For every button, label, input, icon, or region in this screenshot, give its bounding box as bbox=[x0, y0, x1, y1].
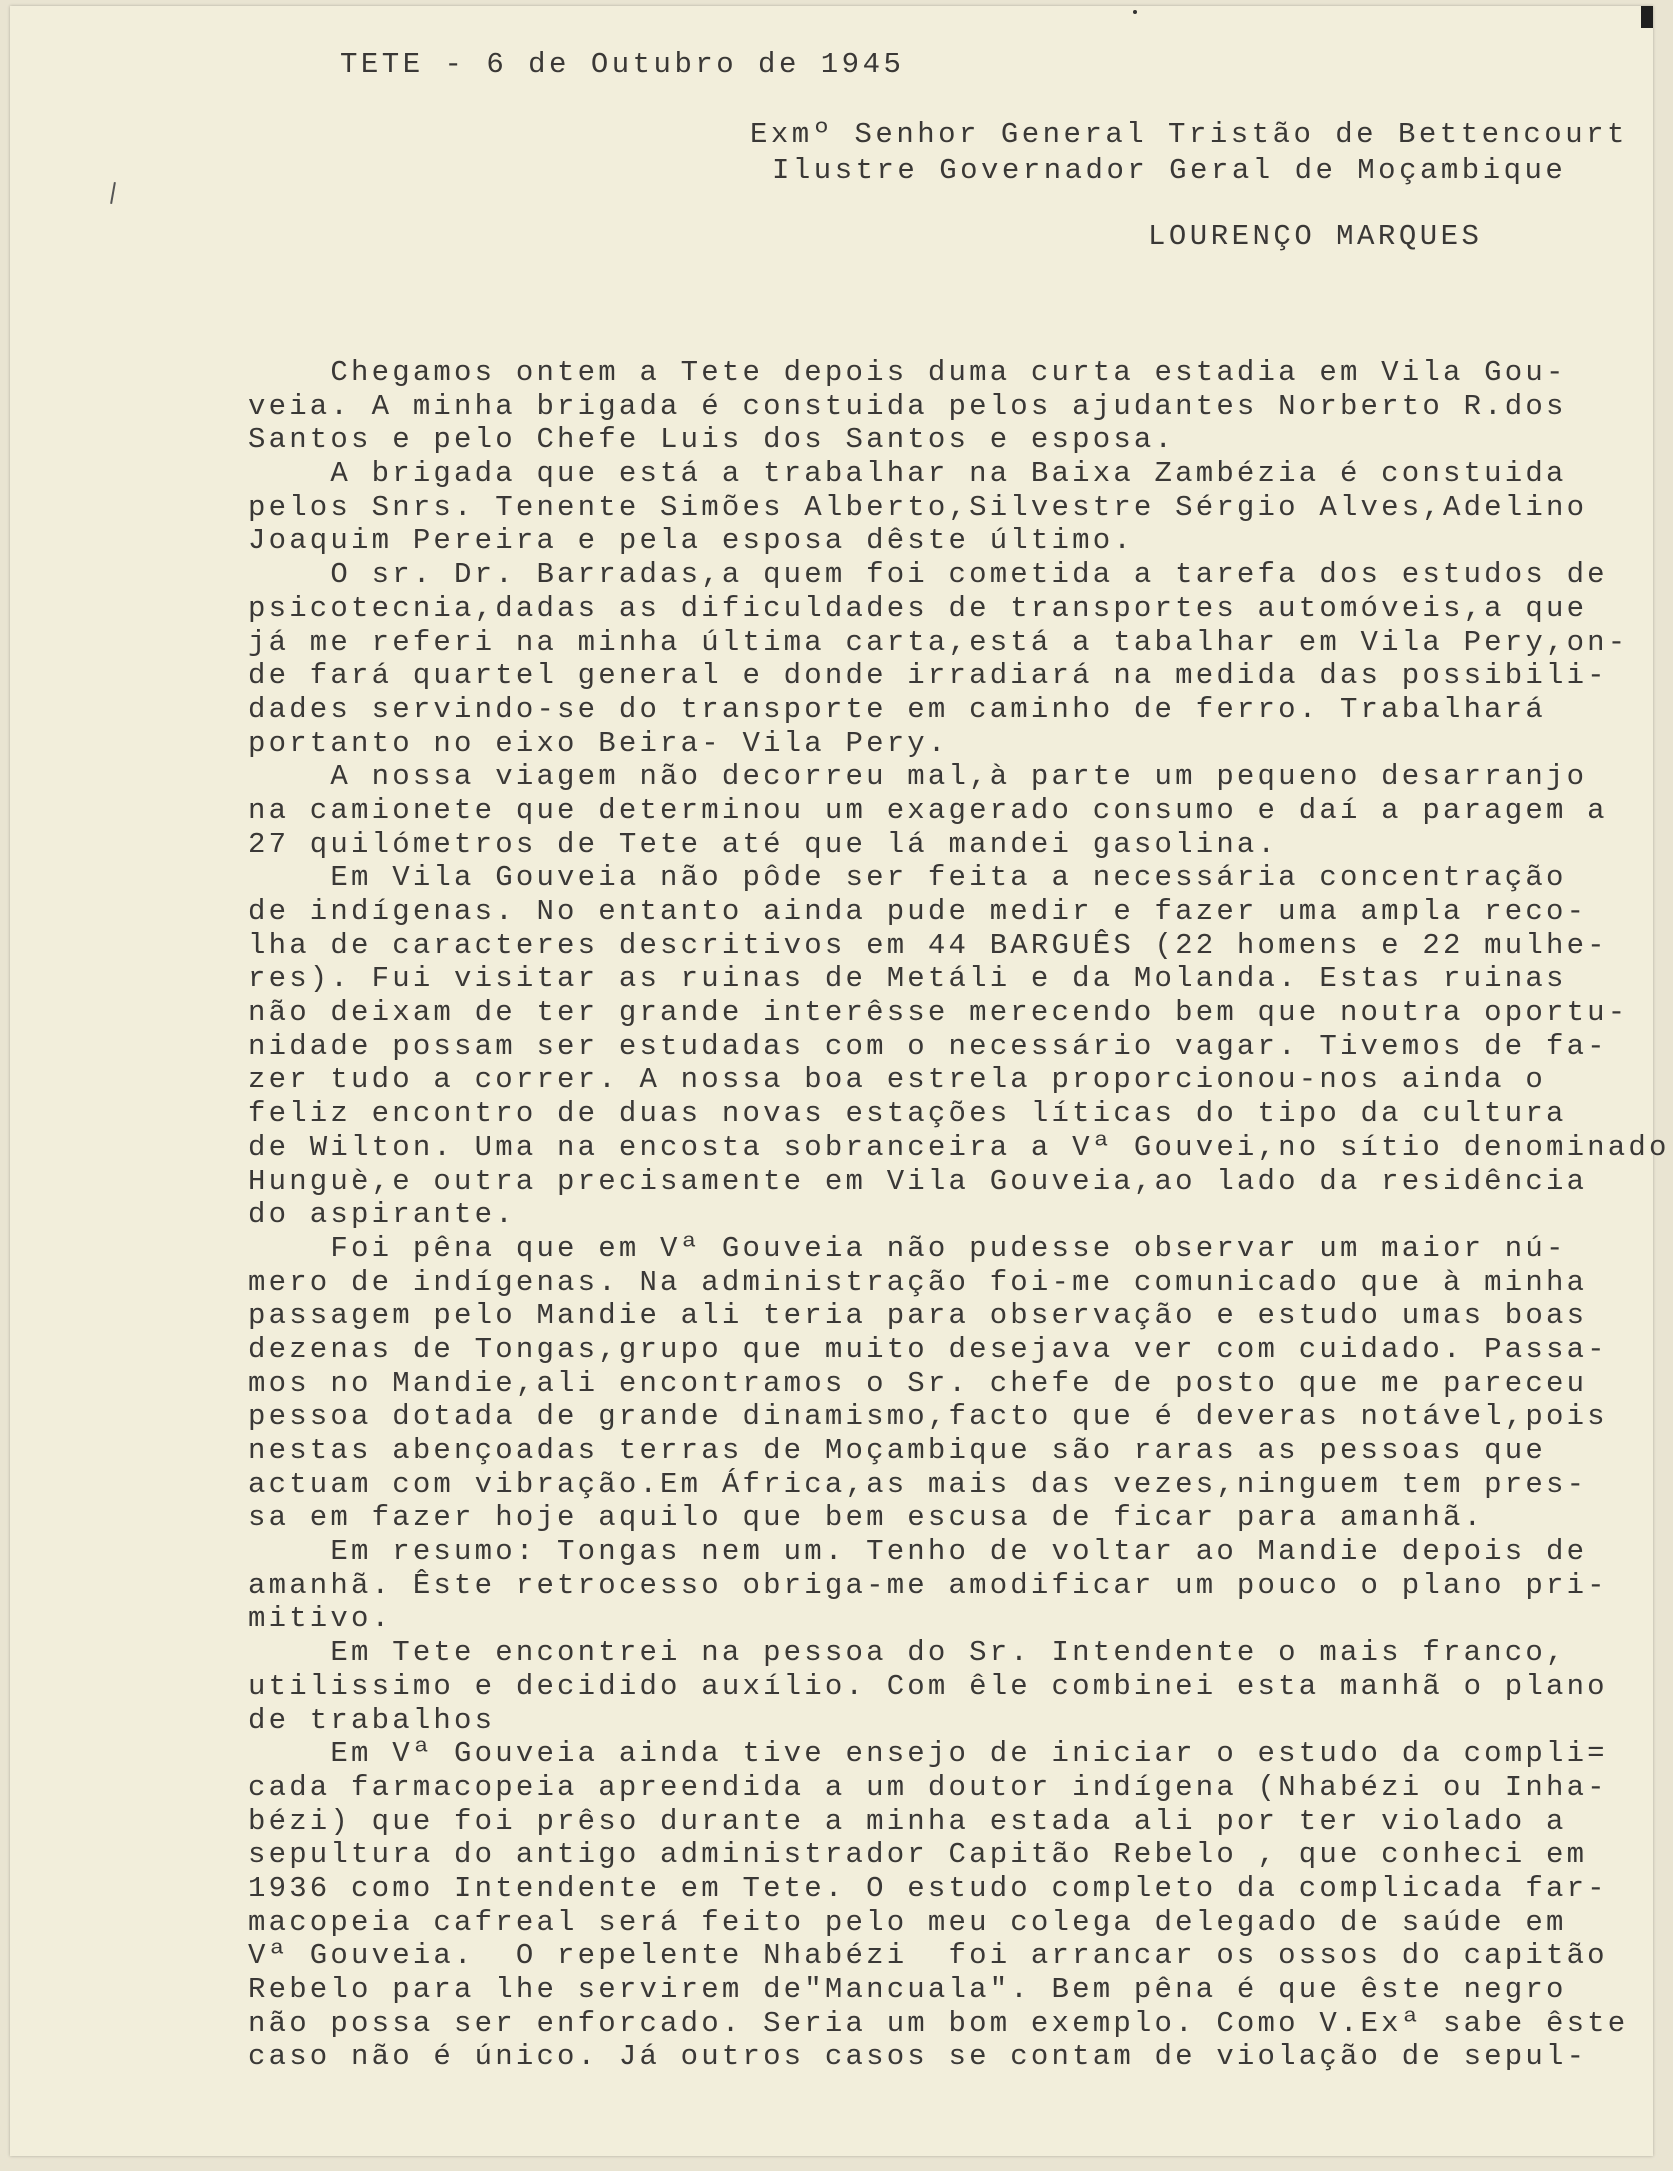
body-line: já me referi na minha última carta,está a tabalhar em Vila Pery,on- bbox=[248, 625, 1629, 659]
body-line: Foi pêna que em Vª Gouveia não pudesse observar um maior nú- bbox=[248, 1231, 1567, 1265]
body-line: sepultura do antigo administrador Capitão Rebelo , que conheci em bbox=[248, 1838, 1588, 1872]
ink-dot bbox=[1133, 10, 1137, 14]
body-line: não possa ser enforcado. Seria um bom exemplo. Como V.Exª sabe êste bbox=[248, 2006, 1629, 2040]
body-line: dades servindo-se do transporte em caminho de ferro. Trabalhará bbox=[248, 692, 1546, 726]
body-line: psicotecnia,dadas as dificuldades de transportes automóveis,a que bbox=[248, 591, 1588, 625]
body-line: mos no Mandie,ali encontramos o Sr. chefe de posto que me pareceu bbox=[248, 1366, 1588, 1400]
body-line: cada farmacopeia apreendida a um doutor indígena (Nhabézi ou Inha- bbox=[248, 1770, 1608, 1804]
margin-mark bbox=[110, 182, 116, 204]
body-line: pelos Snrs. Tenente Simões Alberto,Silvestre Sérgio Alves,Adelino bbox=[248, 490, 1588, 524]
addressee-line-1: Exmº Senhor General Tristão de Bettencourt bbox=[750, 118, 1628, 151]
body-line: caso não é único. Já outros casos se contam de violação de sepul- bbox=[248, 2040, 1588, 2074]
body-line: Rebelo para lhe servirem de"Mancuala". Bem pêna é que êste negro bbox=[248, 1973, 1567, 2006]
body-line: de Wilton. Uma na encosta sobranceira a Vª Gouvei,no sítio denominado bbox=[248, 1130, 1670, 1164]
body-line: macopeia cafreal será feito pelo meu colega delegado de saúde em bbox=[248, 1905, 1567, 1939]
body-line: passagem pelo Mandie ali teria para observação e estudo umas boas bbox=[248, 1299, 1588, 1333]
body-line: Joaquim Pereira e pela esposa dêste último. bbox=[248, 524, 1134, 558]
body-line: dezenas de Tongas,grupo que muito desejava ver com cuidado. Passa- bbox=[248, 1332, 1608, 1366]
body-line: Chegamos ontem a Tete depois duma curta estadia em Vila Gou- bbox=[248, 356, 1567, 389]
body-line: pessoa dotada de grande dinamismo,facto que é deveras notável,pois bbox=[248, 1400, 1608, 1434]
body-line: do aspirante. bbox=[248, 1198, 516, 1232]
body-line: A brigada que está a trabalhar na Baixa Zambézia é constuida bbox=[248, 457, 1567, 491]
body-line: 1936 como Intendente em Tete. O estudo completo da complicada far- bbox=[248, 1871, 1608, 1905]
body-line: lha de caracteres descritivos em 44 BARGUÊS (22 homens e 22 mulhe- bbox=[248, 928, 1608, 962]
body-line: mitivo. bbox=[248, 1602, 393, 1636]
binder-edge bbox=[1641, 6, 1653, 28]
body-line: zer tudo a correr. A nossa boa estrela proporcionou-nos ainda o bbox=[248, 1063, 1546, 1097]
addressee-line-2: Ilustre Governador Geral de Moçambique bbox=[772, 154, 1567, 187]
body-line: nidade possam ser estudadas com o necessário vagar. Tivemos de fa- bbox=[248, 1029, 1608, 1063]
date-line: TETE - 6 de Outubro de 1945 bbox=[340, 48, 905, 81]
body-line: Em resumo: Tongas nem um. Tenho de voltar ao Mandie depois de bbox=[248, 1535, 1588, 1569]
body-line: amanhã. Êste retrocesso obriga-me amodificar um pouco o plano pri- bbox=[248, 1568, 1608, 1602]
letter-page bbox=[10, 6, 1670, 2156]
body-line: bézi) que foi prêso durante a minha estada ali por ter violado a bbox=[248, 1804, 1567, 1838]
body-line: utilissimo e decidido auxílio. Com êle combinei esta manhã o plano bbox=[248, 1669, 1608, 1703]
body-line: portanto no eixo Beira- Vila Pery. bbox=[248, 726, 949, 760]
body-line: mero de indígenas. Na administração foi-me comunicado que à minha bbox=[248, 1265, 1588, 1299]
body-line: Hunguè,e outra precisamente em Vila Gouveia,ao lado da residência bbox=[248, 1164, 1588, 1198]
body-line: feliz encontro de duas novas estações líticas do tipo da cultura bbox=[248, 1097, 1567, 1131]
body-line: Em Tete encontrei na pessoa do Sr. Intendente o mais franco, bbox=[248, 1636, 1567, 1670]
body-line: Vª Gouveia. O repelente Nhabézi foi arrancar os ossos do capitão bbox=[248, 1939, 1608, 1973]
body-line: nestas abençoadas terras de Moçambique são raras as pessoas que bbox=[248, 1434, 1546, 1467]
addressee-city: LOURENÇO MARQUES bbox=[1148, 220, 1483, 253]
body-line: Em Vª Gouveia ainda tive ensejo de iniciar o estudo da compli= bbox=[248, 1737, 1608, 1771]
body-line: actuam com vibração.Em África,as mais das vezes,ninguem tem pres- bbox=[248, 1467, 1588, 1501]
body-line: de indígenas. No entanto ainda pude medir e fazer uma ampla reco- bbox=[248, 895, 1588, 928]
body-line: na camionete que determinou um exagerado consumo e daí a paragem a bbox=[248, 793, 1608, 827]
body-line: de trabalhos bbox=[248, 1703, 496, 1737]
body-line: não deixam de ter grande interêsse merecendo bem que noutra oportu- bbox=[248, 996, 1629, 1030]
body-line: sa em fazer hoje aquilo que bem escusa de ficar para amanhã. bbox=[248, 1501, 1485, 1535]
letter-body bbox=[248, 356, 1668, 2074]
body-line: de fará quartel general e donde irradiará na medida das possibili- bbox=[248, 659, 1608, 693]
body-line: res). Fui visitar as ruinas de Metáli e da Molanda. Estas ruinas bbox=[248, 962, 1567, 996]
body-line: Santos e pelo Chefe Luis dos Santos e esposa. bbox=[248, 423, 1176, 457]
body-line: 27 quilómetros de Tete até que lá mandei gasolina. bbox=[248, 827, 1279, 861]
body-line: O sr. Dr. Barradas,a quem foi cometida a tarefa dos estudos de bbox=[248, 558, 1608, 592]
body-line: veia. A minha brigada é constuida pelos ajudantes Norberto R.dos bbox=[248, 389, 1567, 423]
body-line: A nossa viagem não decorreu mal,à parte um pequeno desarranjo bbox=[248, 760, 1588, 794]
body-line: Em Vila Gouveia não pôde ser feita a necessária concentração bbox=[248, 861, 1567, 895]
